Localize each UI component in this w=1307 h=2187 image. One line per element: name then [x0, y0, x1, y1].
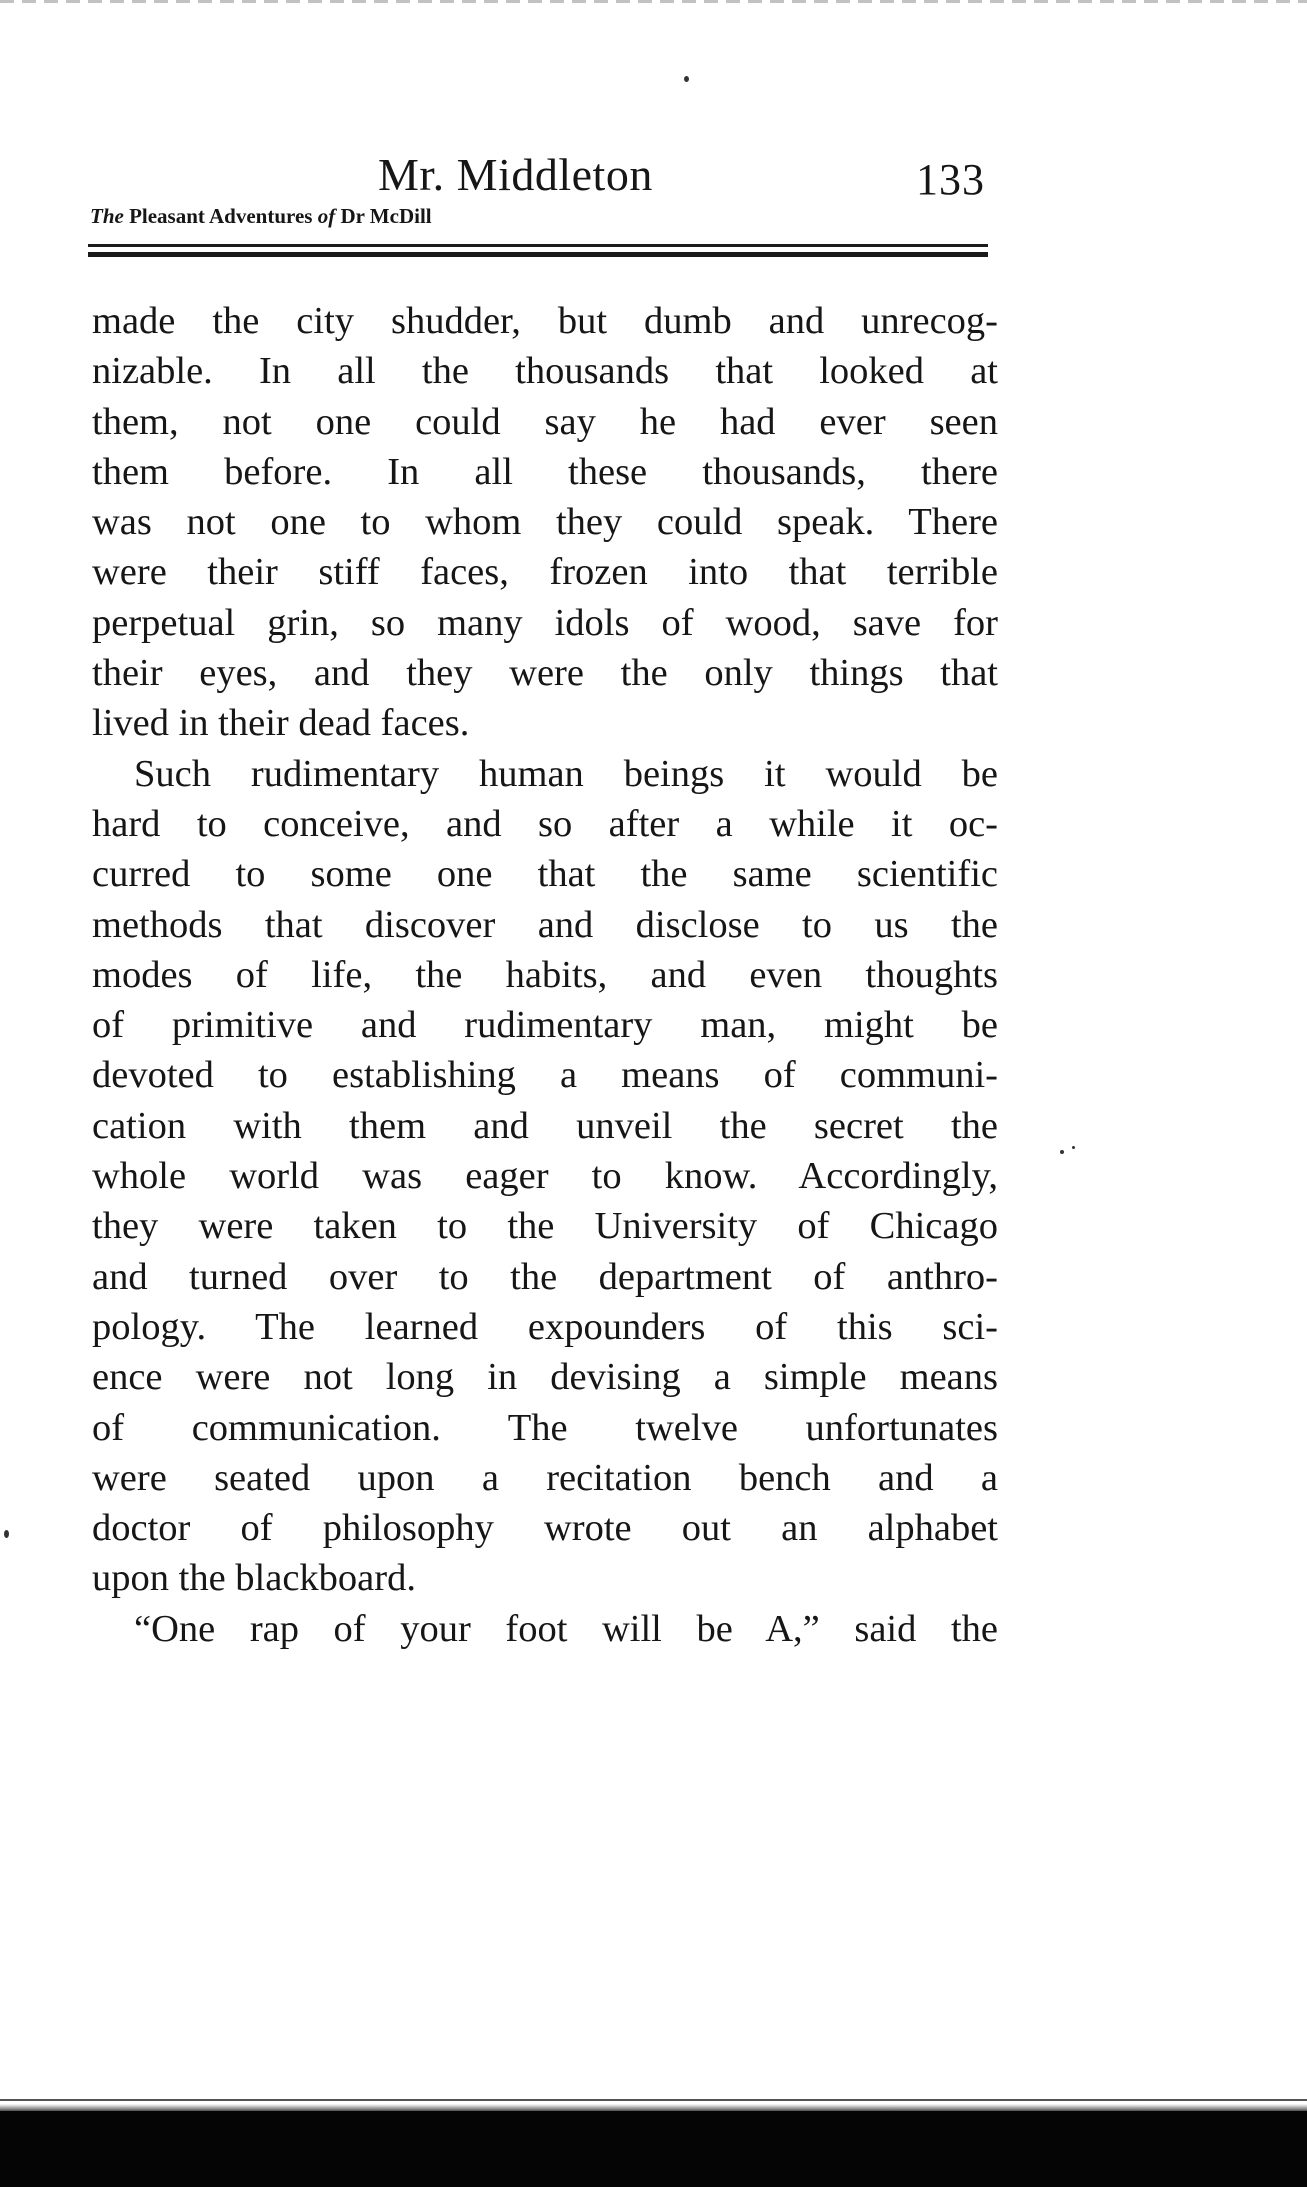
ink-speck	[1060, 1150, 1064, 1154]
text-line: nizable. In all the thousands that looked at	[92, 350, 998, 393]
running-head	[88, 140, 988, 240]
series-title-main: Pleasant Adventures	[129, 204, 313, 228]
page-top-edge	[0, 0, 1307, 3]
header-rule-thick	[88, 252, 988, 257]
ink-speck	[1072, 1146, 1075, 1149]
series-title-the: The	[90, 204, 124, 228]
text-line: made the city shudder, but dumb and unrecog-	[92, 300, 998, 342]
text-line: methods that discover and disclose to us the	[92, 903, 998, 946]
page-number: 133	[916, 155, 985, 204]
text-line: devoted to establishing a means of communi-	[92, 1054, 998, 1097]
text-line: whole world was eager to know. Accordingly,	[92, 1155, 998, 1198]
text-line: them before. In all these thousands, there	[92, 450, 998, 493]
text-line: upon the blackboard.	[92, 1557, 416, 1600]
text-line: doctor of philosophy wrote out an alphabet	[92, 1507, 998, 1550]
text-line: was not one to whom they could speak. There	[92, 501, 998, 544]
scan-bottom-band	[0, 2111, 1307, 2187]
text-line: curred to some one that the same scientific	[92, 853, 998, 896]
bottom-rule	[0, 2099, 1307, 2101]
text-line: pology. The learned expounders of this sci-	[92, 1305, 998, 1348]
text-line: ence were not long in devising a simple means	[92, 1356, 998, 1399]
text-line: modes of life, the habits, and even thoughts	[92, 953, 998, 996]
text-line: were their stiff faces, frozen into that terrible	[92, 551, 998, 594]
text-line: perpetual grin, so many idols of wood, save for	[92, 601, 998, 644]
series-title	[90, 204, 432, 229]
header-rule-thin	[88, 244, 988, 247]
text-line: them, not one could say he had ever seen	[92, 400, 998, 443]
text-line: Such rudimentary human beings it would be	[134, 752, 998, 795]
chapter-title: Mr. Middleton	[378, 149, 653, 200]
text-line: of communication. The twelve unfortunates	[92, 1406, 998, 1449]
text-line: and turned over to the department of anthro-	[92, 1255, 998, 1298]
text-line: cation with them and unveil the secret the	[92, 1104, 998, 1147]
series-title-of: of	[317, 204, 336, 228]
text-line: lived in their dead faces.	[92, 702, 470, 745]
text-line: their eyes, and they were the only things that	[92, 652, 998, 695]
text-line: were seated upon a recitation bench and a	[92, 1456, 998, 1499]
text-line: hard to conceive, and so after a while it oc-	[92, 802, 998, 845]
text-line: they were taken to the University of Chicago	[92, 1205, 998, 1248]
body-text	[92, 296, 998, 1654]
text-line: of primitive and rudimentary man, might be	[92, 1004, 998, 1047]
series-title-name: Dr McDill	[340, 204, 432, 228]
ink-speck	[684, 76, 689, 82]
ink-speck	[4, 1530, 9, 1538]
text-line: “One rap of your foot will be A,” said the	[134, 1607, 998, 1650]
